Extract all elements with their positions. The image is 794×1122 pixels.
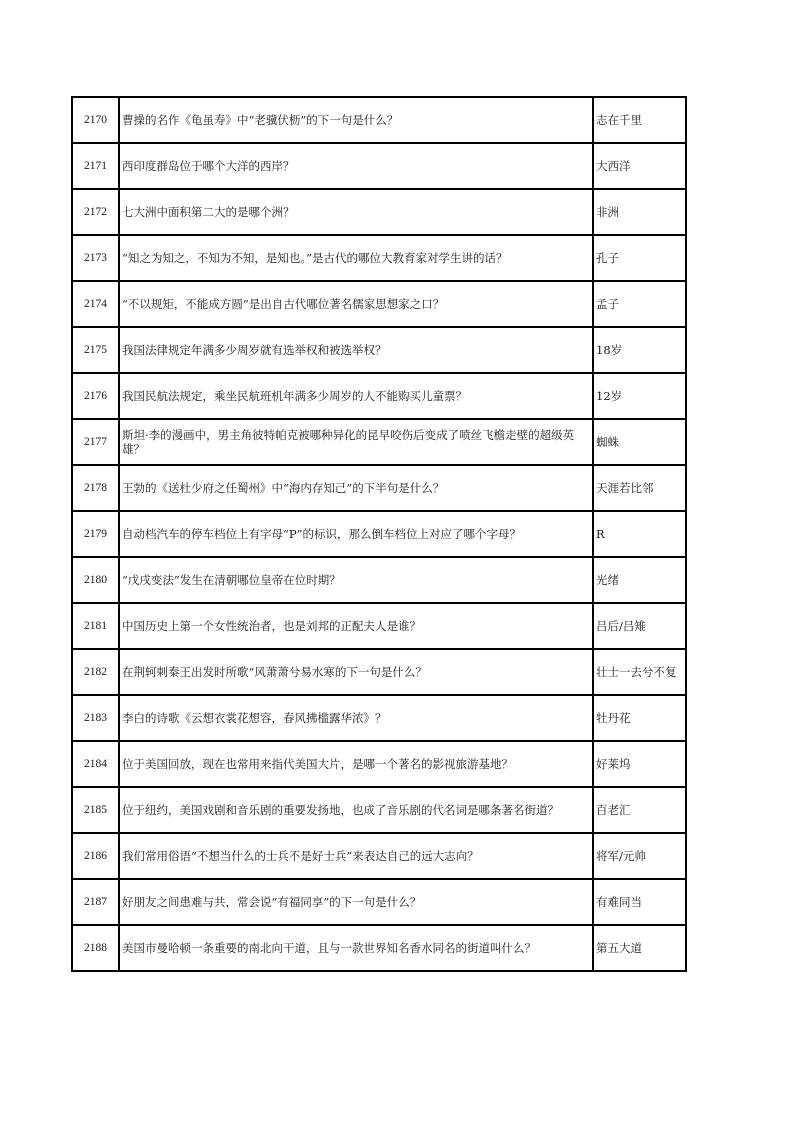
table-row: [72, 925, 686, 971]
question-number-cell: 2173: [72, 235, 119, 281]
table-row: [72, 281, 686, 327]
question-cell: 我国民航法规定，乘坐民航班机年满多少周岁的人不能购买儿童票？: [119, 373, 593, 419]
table-row: [72, 143, 686, 189]
answer-cell: 志在千里: [593, 97, 686, 143]
question-number-cell: 2179: [72, 511, 119, 557]
question-number-cell: 2180: [72, 557, 119, 603]
answer-cell: 18岁: [593, 327, 686, 373]
question-cell: “戊戌变法”发生在清朝哪位皇帝在位时期？: [119, 557, 593, 603]
question-cell: 王勃的《送杜少府之任蜀州》中“海内存知己”的下半句是什么？: [119, 465, 593, 511]
answer-cell: 吕后/吕雉: [593, 603, 686, 649]
question-number-cell: 2172: [72, 189, 119, 235]
answer-cell: 好莱坞: [593, 741, 686, 787]
answer-cell: 天涯若比邻: [593, 465, 686, 511]
answer-cell: 12岁: [593, 373, 686, 419]
question-number-cell: 2183: [72, 695, 119, 741]
question-number-cell: 2174: [72, 281, 119, 327]
question-cell: 七大洲中面积第二大的是哪个洲？: [119, 189, 593, 235]
question-cell: 在荆轲刺秦王出发时所歌“风萧萧兮易水寒的下一句是什么？: [119, 649, 593, 695]
question-number-cell: 2176: [72, 373, 119, 419]
table-row: [72, 419, 686, 465]
answer-cell: 第五大道: [593, 925, 686, 971]
answer-cell: 大西洋: [593, 143, 686, 189]
question-cell: 我国法律规定年满多少周岁就有选举权和被选举权？: [119, 327, 593, 373]
question-number-cell: 2184: [72, 741, 119, 787]
answer-cell: 孟子: [593, 281, 686, 327]
table-row: [72, 787, 686, 833]
table-row: [72, 695, 686, 741]
question-cell: 曹操的名作《龟虽寿》中“老骥伏枥”的下一句是什么？: [119, 97, 593, 143]
table-row: [72, 235, 686, 281]
answer-cell: 将军/元帅: [593, 833, 686, 879]
question-cell: 美国市曼哈顿一条重要的南北向干道，且与一款世界知名香水同名的街道叫什么？: [119, 925, 593, 971]
answer-cell: R: [593, 511, 686, 557]
quiz-table-body: [72, 97, 686, 971]
question-cell: 位于纽约，美国戏剧和音乐剧的重要发扬地，也成了音乐剧的代名词是哪条著名街道？: [119, 787, 593, 833]
question-number-cell: 2175: [72, 327, 119, 373]
answer-cell: 孔子: [593, 235, 686, 281]
table-row: [72, 373, 686, 419]
question-cell: 西印度群岛位于哪个大洋的西岸？: [119, 143, 593, 189]
question-cell: “知之为知之，不知为不知，是知也。”是古代的哪位大教育家对学生讲的话？: [119, 235, 593, 281]
question-cell: 我们常用俗语“不想当什么的士兵不是好士兵”来表达自己的远大志向？: [119, 833, 593, 879]
question-number-cell: 2178: [72, 465, 119, 511]
question-cell: 李白的诗歌《云想衣裳花想容，春风拂槛露华浓》？: [119, 695, 593, 741]
table-row: [72, 465, 686, 511]
question-cell: 好朋友之间患难与共，常会说“有福同享”的下一句是什么？: [119, 879, 593, 925]
table-row: [72, 833, 686, 879]
question-number-cell: 2186: [72, 833, 119, 879]
question-number-cell: 2185: [72, 787, 119, 833]
question-number-cell: 2171: [72, 143, 119, 189]
table-row: [72, 97, 686, 143]
answer-cell: 光绪: [593, 557, 686, 603]
question-cell: “不以规矩，不能成方圆”是出自古代哪位著名儒家思想家之口？: [119, 281, 593, 327]
question-number-cell: 2187: [72, 879, 119, 925]
answer-cell: 壮士一去兮不复: [593, 649, 686, 695]
answer-cell: 非洲: [593, 189, 686, 235]
table-row: [72, 557, 686, 603]
answer-cell: 牡丹花: [593, 695, 686, 741]
quiz-table: [71, 96, 687, 972]
answer-cell: 百老汇: [593, 787, 686, 833]
question-number-cell: 2177: [72, 419, 119, 465]
answer-cell: 蜘蛛: [593, 419, 686, 465]
question-number-cell: 2170: [72, 97, 119, 143]
question-cell: 斯坦·李的漫画中，男主角彼特帕克被哪种异化的昆早咬伤后变成了喷丝飞檐走壁的超级英雄？: [119, 419, 593, 465]
question-cell: 中国历史上第一个女性统治者，也是刘邦的正配夫人是谁？: [119, 603, 593, 649]
question-number-cell: 2188: [72, 925, 119, 971]
question-cell: 位于美国回放，现在也常用来指代美国大片，是哪一个著名的影视旅游基地？: [119, 741, 593, 787]
table-row: [72, 603, 686, 649]
question-number-cell: 2182: [72, 649, 119, 695]
table-row: [72, 511, 686, 557]
table-row: [72, 327, 686, 373]
table-row: [72, 741, 686, 787]
question-cell: 自动档汽车的停车档位上有字母“P”的标识，那么倒车档位上对应了哪个字母？: [119, 511, 593, 557]
table-row: [72, 649, 686, 695]
answer-cell: 有难同当: [593, 879, 686, 925]
question-number-cell: 2181: [72, 603, 119, 649]
table-row: [72, 879, 686, 925]
table-row: [72, 189, 686, 235]
